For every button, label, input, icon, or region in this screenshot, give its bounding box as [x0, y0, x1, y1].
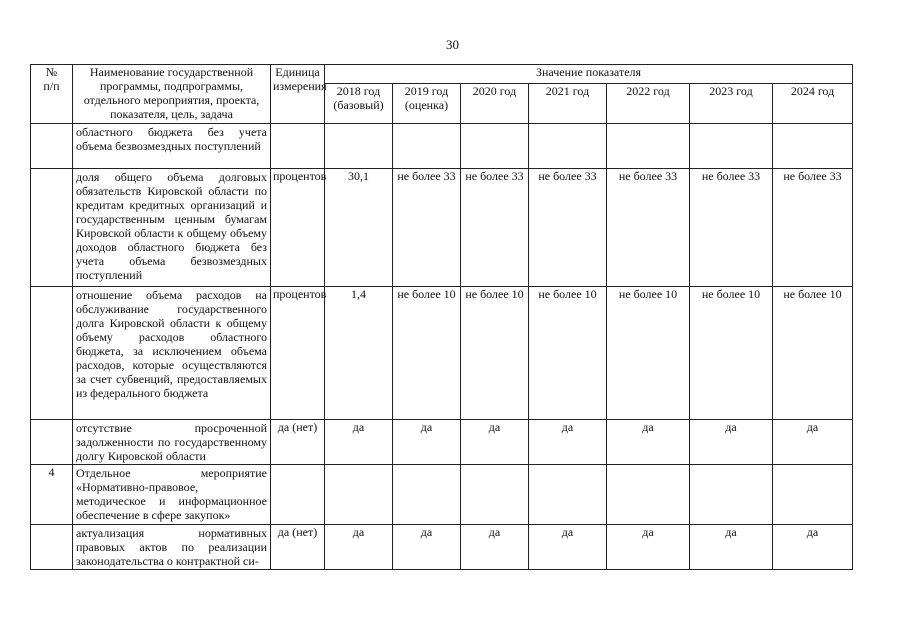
unit-cell: [271, 124, 325, 169]
row-number: [31, 287, 73, 420]
value-cell: да: [607, 525, 690, 570]
value-cell: [690, 465, 773, 525]
value-cell: да: [529, 420, 607, 465]
year-header: 2020 год: [461, 84, 529, 124]
value-cell: да: [325, 420, 393, 465]
year-header: 2023 год: [690, 84, 773, 124]
value-cell: не более 33: [393, 169, 461, 287]
table-row: [31, 465, 853, 525]
value-cell: [529, 124, 607, 169]
value-cell: да: [461, 525, 529, 570]
unit-cell: [271, 465, 325, 525]
table-row: [31, 287, 853, 420]
indicator-name: областного бюджета без учета объема безвозмездных поступлений: [73, 124, 271, 169]
indicator-table: [30, 64, 853, 570]
value-cell: да: [607, 420, 690, 465]
value-cell: [325, 124, 393, 169]
year-header: 2018 год (базовый): [325, 84, 393, 124]
value-cell: да: [773, 525, 853, 570]
col-header-unit: Единица измерения: [271, 65, 325, 124]
value-cell: да: [393, 525, 461, 570]
value-cell: [529, 465, 607, 525]
value-cell: [773, 465, 853, 525]
value-cell: не более 33: [690, 169, 773, 287]
row-number: [31, 169, 73, 287]
value-cell: не более 10: [690, 287, 773, 420]
indicator-name: отсутствие просроченной задолженности по государственному долгу Кировской области: [73, 420, 271, 465]
value-cell: не более 33: [607, 169, 690, 287]
value-cell: не более 33: [461, 169, 529, 287]
unit-cell: да (нет): [271, 525, 325, 570]
unit-cell: процентов: [271, 287, 325, 420]
row-number: [31, 124, 73, 169]
indicator-name: отношение объема расходов на обслуживание государственного долга Кировской области к общему объему расходов областного бюджета, за исключением объема расходов, которые осуществляются за счет субвенций, предоставляемых из федерального бюджета: [73, 287, 271, 420]
value-cell: не более 33: [773, 169, 853, 287]
value-cell: [393, 465, 461, 525]
indicator-name: Отдельное мероприятие «Нормативно-правовое, методическое и информационное обеспечение в сфере закупок»: [73, 465, 271, 525]
year-header: 2022 год: [607, 84, 690, 124]
row-number: [31, 525, 73, 570]
table-row: [31, 124, 853, 169]
year-header: 2019 год (оценка): [393, 84, 461, 124]
value-cell: да: [325, 525, 393, 570]
page-number: 30: [446, 37, 459, 52]
value-cell: не более 10: [607, 287, 690, 420]
value-cell: 30,1: [325, 169, 393, 287]
value-cell: не более 10: [529, 287, 607, 420]
table-row: [31, 420, 853, 465]
row-number: 4: [31, 465, 73, 525]
value-cell: [461, 124, 529, 169]
row-number: [31, 420, 73, 465]
value-cell: [325, 465, 393, 525]
value-cell: да: [461, 420, 529, 465]
value-cell: да: [529, 525, 607, 570]
table-row: [31, 525, 853, 570]
indicator-name: доля общего объема долговых обязательств Кировской области по кредитам кредитных организаций и государственным ценным бумагам Кировской области к общему объему доходов областного бюджета без учета объема безвозмездных поступлений: [73, 169, 271, 287]
indicator-name: актуализация нормативных правовых актов по реализации законодательства о контрактной си-: [73, 525, 271, 570]
header-row: [31, 65, 853, 84]
col-header-value-group: Значение показателя: [325, 65, 853, 84]
year-header: 2024 год: [773, 84, 853, 124]
value-cell: [393, 124, 461, 169]
value-cell: да: [690, 420, 773, 465]
col-header-num: № п/п: [31, 65, 73, 124]
value-cell: 1,4: [325, 287, 393, 420]
unit-cell: да (нет): [271, 420, 325, 465]
value-cell: да: [690, 525, 773, 570]
value-cell: [607, 124, 690, 169]
value-cell: [461, 465, 529, 525]
value-cell: не более 10: [461, 287, 529, 420]
unit-cell: процентов: [271, 169, 325, 287]
value-cell: [690, 124, 773, 169]
value-cell: да: [773, 420, 853, 465]
table-row: [31, 169, 853, 287]
value-cell: [607, 465, 690, 525]
value-cell: да: [393, 420, 461, 465]
year-header: 2021 год: [529, 84, 607, 124]
value-cell: не более 10: [393, 287, 461, 420]
value-cell: не более 10: [773, 287, 853, 420]
value-cell: [773, 124, 853, 169]
col-header-name: Наименование государственной программы, подпрограммы, отдельного мероприятия, проекта, показателя, цель, задача: [73, 65, 271, 124]
value-cell: не более 33: [529, 169, 607, 287]
